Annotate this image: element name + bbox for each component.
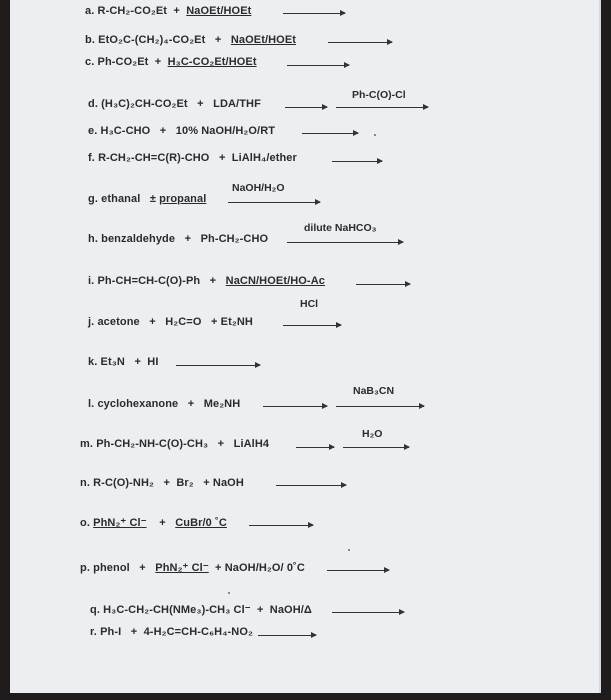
reaction-label: q. [90, 604, 100, 616]
reaction-c [85, 56, 257, 68]
arrow-condition: NaOH/H₂O [232, 182, 285, 194]
reactant: benzaldehyde [101, 233, 176, 245]
reagent: NaOEt/HOEt [230, 34, 297, 46]
reaction-r [90, 626, 253, 638]
reactant: acetone [97, 316, 140, 328]
reaction-label: k. [88, 356, 98, 368]
reagent: HI [147, 356, 159, 368]
reaction-label: r. [90, 626, 97, 638]
reaction-label: l. [88, 398, 95, 410]
reactant: (H₃C)₂CH-CO₂Et [101, 98, 188, 110]
reactant: R-C(O)-NH₂ [93, 477, 155, 489]
arrow-condition: NaB₃CN [353, 385, 395, 397]
reaction-m [80, 438, 269, 450]
reaction-arrow [176, 365, 260, 366]
reaction-g [88, 193, 206, 205]
plus-minus-sign: ± [149, 193, 156, 205]
reaction-arrow [287, 65, 349, 66]
reagent: NaOEt/HOEt [186, 5, 252, 17]
reaction-arrow [285, 107, 327, 108]
reagent: Me₂NH [203, 398, 241, 410]
reaction-label: e. [88, 125, 98, 137]
reaction-arrow [283, 325, 341, 326]
reaction-label: j. [88, 316, 95, 328]
reaction-arrow [296, 447, 334, 448]
reaction-k [88, 356, 158, 368]
reaction-arrow-long [336, 107, 428, 108]
reaction-label: h. [88, 233, 98, 245]
reactant: PhN₂⁺ Cl⁻ [93, 517, 147, 529]
reagent: H₃C-CO₂Et/HOEt [167, 56, 257, 68]
reagent: 4-H₂C=CH-C₆H₄-NO₂ [143, 626, 254, 638]
reaction-q [90, 603, 312, 616]
reaction-label: a. [85, 5, 95, 17]
reactant: ethanal [101, 193, 141, 205]
reagent: NaCN/HOEt/HO-Ac [225, 275, 325, 287]
reagent: NaOH/Δ [269, 604, 312, 616]
arrow-condition: HCl [300, 298, 319, 310]
plus-sign: + [163, 477, 171, 489]
plus-sign: + [173, 5, 180, 17]
reaction-arrow [276, 485, 346, 486]
reaction-arrow [228, 202, 320, 203]
reaction-i [88, 275, 325, 287]
plus-sign: + [214, 34, 222, 46]
reagent: propanal [159, 193, 207, 205]
reagent: LiAlH4 [233, 438, 270, 450]
reaction-arrow [327, 570, 389, 571]
plus-sign: + [139, 562, 146, 574]
plus-sign: + [187, 398, 195, 410]
plus-sign: + [134, 356, 141, 368]
reactant: Ph-CO₂Et [97, 56, 149, 68]
pen-mark [228, 592, 230, 594]
plus-sign: + [256, 604, 264, 616]
reaction-arrow [302, 133, 358, 134]
reaction-label: i. [88, 275, 95, 287]
reaction-label: b. [85, 34, 95, 46]
reaction-arrow [287, 242, 403, 243]
plus-sign: + [217, 438, 225, 450]
plus-sign: + [218, 152, 226, 164]
reaction-label: m. [80, 438, 94, 450]
reagent: LiAlH₄/ether [231, 152, 297, 164]
arrow-condition: Ph-C(O)-Cl [352, 89, 406, 101]
plus-sign: + [197, 98, 204, 110]
reaction-f [88, 152, 297, 164]
reaction-arrow-long [336, 406, 424, 407]
extra-reagent: + NaOH/H₂O/ 0˚C [215, 562, 305, 574]
reagent: Ph-CH₂-CHO [200, 233, 269, 245]
arrow-condition: dilute NaHCO₃ [304, 222, 377, 234]
plus-sign: + [149, 316, 156, 328]
reactant: EtO₂C-(CH₂)₄-CO₂Et [98, 34, 206, 46]
reactant: cyclohexanone [97, 398, 179, 410]
extra-reagent: + NaOH [203, 477, 244, 489]
reactant: Ph-I [100, 626, 122, 638]
reaction-label: f. [88, 152, 95, 164]
reagent: PhN₂⁺ Cl⁻ [155, 562, 209, 574]
plus-sign: + [209, 275, 217, 287]
reactant: R-CH₂-CH=C(R)-CHO [98, 152, 210, 164]
reactant: H₃C-CH₂-CH(NMe₃)-CH₃ Cl⁻ [103, 604, 251, 616]
reactant: Ph-CH₂-NH-C(O)-CH₃ [96, 438, 209, 450]
reaction-label: g. [88, 193, 98, 205]
reaction-h [88, 233, 268, 245]
reaction-o [80, 516, 227, 529]
reagent: H₂C=O [165, 316, 202, 328]
reaction-j [88, 316, 253, 328]
reaction-arrow [283, 13, 345, 14]
reaction-label: c. [85, 56, 95, 68]
reactant: Ph-CH=CH-C(O)-Ph [97, 275, 201, 287]
reaction-b [85, 34, 296, 46]
plus-sign: + [184, 233, 192, 245]
reactant: Et₃N [100, 356, 125, 368]
reaction-l [88, 398, 240, 410]
plus-sign: + [154, 56, 162, 68]
reaction-arrow [332, 612, 404, 613]
reaction-label: o. [80, 517, 90, 529]
extra-reagent: + Et₂NH [210, 316, 253, 328]
reaction-arrow-long [343, 447, 409, 448]
reaction-a [85, 5, 251, 17]
arrow-condition: H₂O [362, 428, 383, 440]
reaction-n [80, 477, 244, 489]
reaction-arrow [263, 406, 327, 407]
reagent: LDA/THF [213, 98, 261, 110]
reactant: R-CH₂-CO₂Et [97, 5, 168, 17]
reaction-label: d. [88, 98, 98, 110]
reaction-arrow [356, 284, 410, 285]
plus-sign: + [130, 626, 138, 638]
reagent: Br₂ [176, 477, 194, 489]
reaction-label: n. [80, 477, 90, 489]
pen-mark [374, 134, 376, 136]
reaction-label: p. [80, 562, 90, 574]
reagent: 10% NaOH/H₂O/RT [175, 125, 276, 137]
reaction-arrow [249, 525, 313, 526]
reaction-arrow [332, 161, 382, 162]
reactant: H₃C-CHO [100, 125, 151, 137]
reaction-d [88, 98, 261, 110]
plus-sign: + [159, 517, 166, 529]
reactant: phenol [93, 562, 130, 574]
pen-mark [348, 549, 350, 551]
reaction-arrow [258, 635, 316, 636]
reaction-p [80, 561, 305, 574]
reagent: CuBr/0 ˚C [175, 517, 227, 529]
plus-sign: + [159, 125, 167, 137]
reaction-arrow [328, 42, 392, 43]
reaction-e [88, 125, 275, 137]
